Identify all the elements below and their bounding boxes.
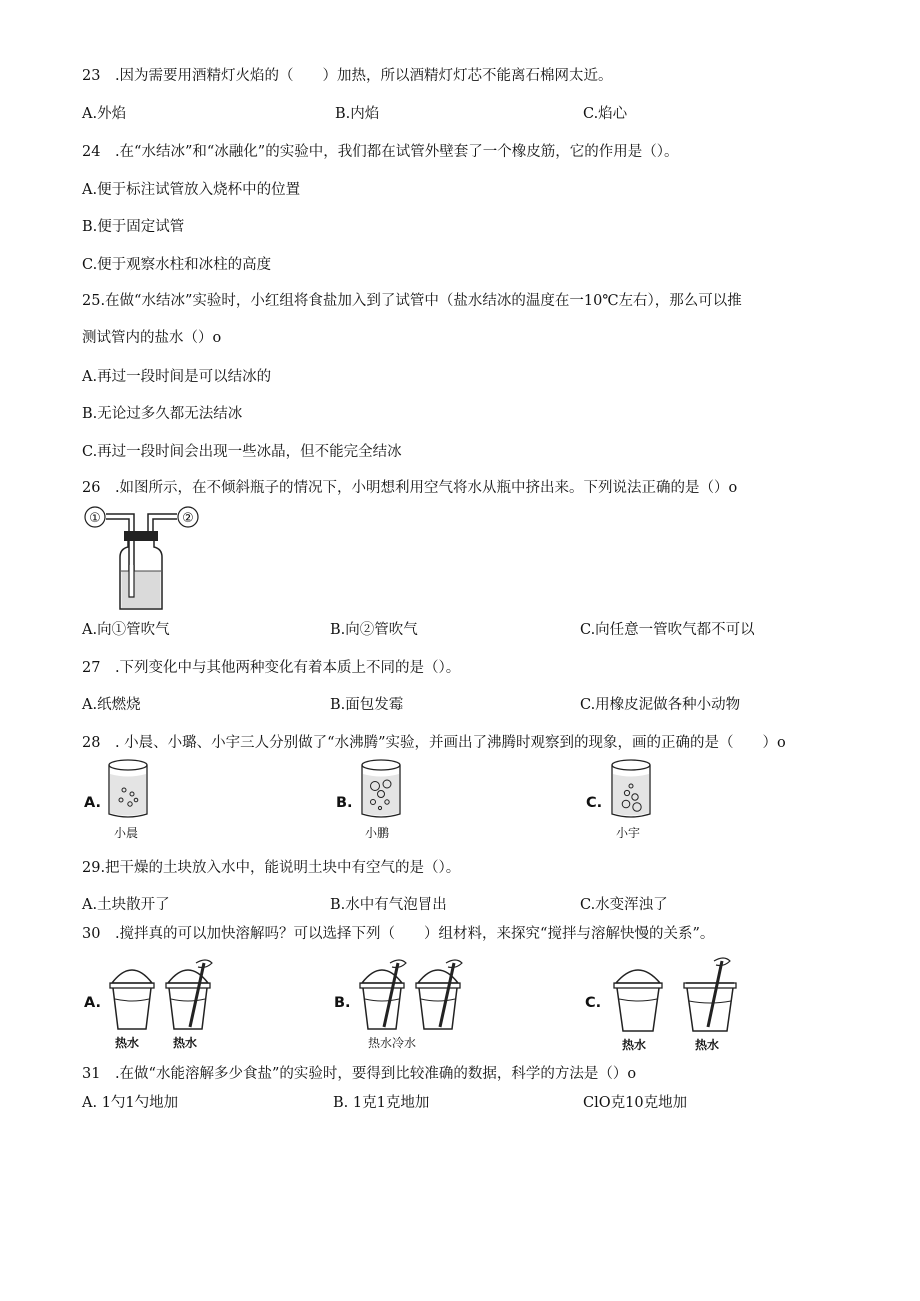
- q28-beaker-b: [359, 758, 403, 820]
- q23-option-c: C.焰心: [583, 106, 628, 122]
- q30-caption-a1: 热水: [115, 1036, 140, 1050]
- q28-option-b-letter: B.: [336, 795, 353, 811]
- q23-option-b: B.内焰: [335, 106, 380, 122]
- q23-stem: 23 .因为需要用酒精灯火焰的（ ）加热，所以酒精灯灯芯不能离石棉网太近。: [82, 68, 613, 84]
- bottle-figure: [84, 505, 204, 613]
- q23-option-a: A.外焰: [82, 106, 127, 122]
- q28-stem: 28 . 小晨、小璐、小宇三人分别做了“水沸腾”实验，并画出了沸腾时观察到的现象，画的正确的是（ ）o: [82, 735, 786, 751]
- q25-stem-line1: 25.在做“水结冰”实验时，小红组将食盐加入到了试管中（盐水结冰的温度在一10℃左右），那么可以推: [82, 293, 742, 309]
- q30-option-c-letter: C.: [585, 995, 602, 1011]
- q26-option-a: A.向①管吹气: [82, 622, 170, 638]
- q30-option-a-letter: A.: [84, 995, 101, 1011]
- q29-stem: 29.把干燥的土块放入水中，能说明土块中有空气的是（）。: [82, 860, 461, 876]
- q28-caption-a: 小晨: [114, 826, 139, 840]
- q24-stem: 24 .在“水结冰”和“冰融化”的实验中，我们都在试管外壁套了一个橡皮筋，它的作用是（）。: [82, 144, 679, 160]
- q28-beaker-c: [609, 758, 653, 820]
- tube-1-label: ①: [89, 511, 101, 526]
- q30-caption-c1: 热水: [622, 1038, 647, 1052]
- q31-option-a: A. 1勺1勺地加: [82, 1095, 179, 1111]
- q28-option-c-letter: C.: [586, 795, 603, 811]
- q25-stem-line2: 测试管内的盐水（）o: [82, 330, 222, 346]
- q29-option-c: C.水变浑浊了: [580, 897, 668, 913]
- q30-cups-a: [106, 955, 216, 1035]
- q30-cups-b: [356, 955, 466, 1035]
- q28-beaker-a: [106, 758, 150, 820]
- q28-option-a-letter: A.: [84, 795, 101, 811]
- q31-option-c: ClO克10克地加: [583, 1095, 688, 1111]
- q31-option-b: B. 1克1克地加: [333, 1095, 430, 1111]
- q26-option-c: C.向任意一管吹气都不可以: [580, 622, 755, 638]
- q29-option-b: B.水中有气泡冒出: [330, 897, 447, 913]
- q27-stem: 27 .下列变化中与其他两种变化有着本质上不同的是（）。: [82, 660, 461, 676]
- q29-option-a: A.土块散开了: [82, 897, 170, 913]
- q26-option-b: B.向②管吹气: [330, 622, 418, 638]
- q30-caption-c2: 热水: [695, 1038, 720, 1052]
- q27-option-c: C.用橡皮泥做各种小动物: [580, 697, 741, 713]
- q30-caption-a2: 热水: [173, 1036, 198, 1050]
- q28-caption-b: 小鹏: [365, 826, 390, 840]
- q30-stem: 30 .搅拌真的可以加快溶解吗？可以选择下列（ ）组材料，来探究“搅拌与溶解快慢的关系”。: [82, 926, 715, 942]
- q25-option-c: C.再过一段时间会出现一些冰晶，但不能完全结冰: [82, 444, 402, 460]
- q31-stem: 31 .在做“水能溶解多少食盐”的实验时，要得到比较准确的数据，科学的方法是（）o: [82, 1066, 637, 1082]
- tube-2-label: ②: [182, 511, 194, 526]
- q24-option-b: B.便于固定试管: [82, 219, 185, 235]
- q26-stem: 26 .如图所示，在不倾斜瓶子的情况下，小明想利用空气将水从瓶中挤出来。下列说法正确的是（）o: [82, 480, 738, 496]
- q25-option-b: B.无论过多久都无法结冰: [82, 406, 243, 422]
- q24-option-a: A.便于标注试管放入烧杯中的位置: [82, 182, 301, 198]
- q27-option-b: B.面包发霉: [330, 697, 404, 713]
- q25-option-a: A.再过一段时间是可以结冰的: [82, 369, 272, 385]
- q30-option-b-letter: B.: [334, 995, 351, 1011]
- q24-option-c: C.便于观察水柱和冰柱的高度: [82, 257, 272, 273]
- q28-caption-c: 小宇: [616, 826, 641, 840]
- q27-option-a: A.纸燃烧: [82, 697, 141, 713]
- q30-cups-c: [610, 955, 740, 1035]
- q30-caption-b: 热水冷水: [368, 1036, 417, 1050]
